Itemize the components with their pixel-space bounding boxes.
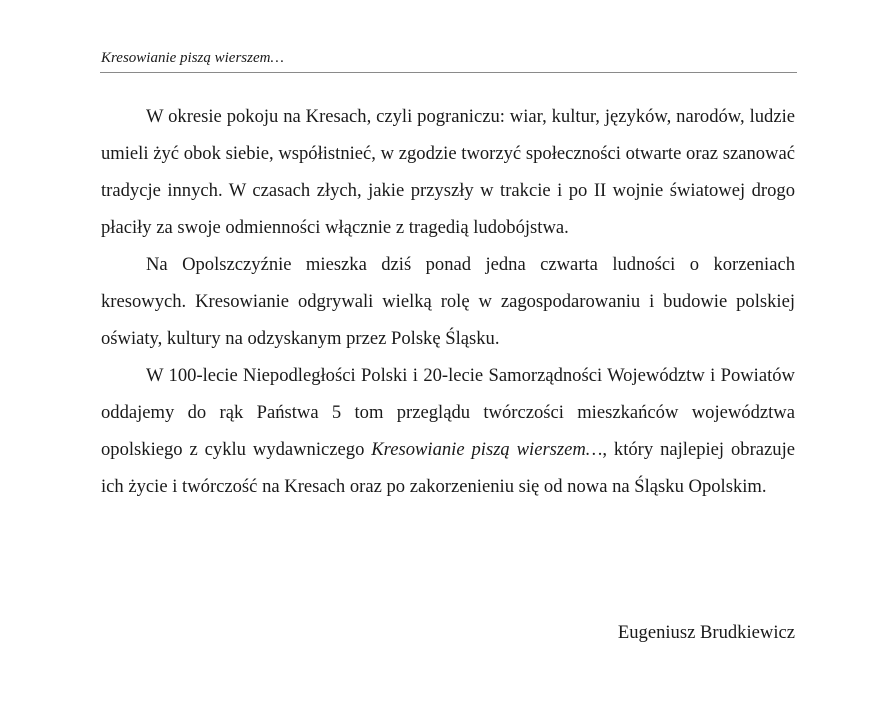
paragraph-1: W okresie pokoju na Kresach, czyli pograniczu: wiar, kultur, języków, narodów, ludzie umieli żyć obok siebie, współistnieć, w zgodzie tworzyć społeczności otwarte oraz szanować tradycje innych. W czasach złych, jakie przyszły w trakcie i po II wojnie światowej drogo płaciły za swoje odmienności włącznie z tragedią ludobójstwa. [101, 106, 795, 238]
paragraph-3-text-after: , który najlepiej obrazuje ich życie i twórczość na Kresach oraz po zakorzenieniu się od nowa na Śląsku Opolskim. [101, 439, 795, 497]
running-header: Kresowianie piszą wierszem… [101, 50, 284, 66]
body-text [101, 98, 795, 505]
paragraph-3 [101, 357, 795, 505]
paragraph-3-text-before: W 100-lecie Niepodległości Polski i 20-lecie Samorządności Województw i Powiatów oddajemy do rąk Państwa 5 tom przeglądu twórczości mieszkańców województwa opolskiego z cyklu wydawniczego [101, 365, 795, 460]
author-signature: Eugeniusz Brudkiewicz [617, 622, 795, 643]
paragraph-2: Na Opolszczyźnie mieszka dziś ponad jedna czwarta ludności o korzeniach kresowych. Kresowianie odgrywali wielką rolę w zagospodarowaniu i budowie polskiej oświaty, kultury na odzyskanym przez Polskę Śląsku. [101, 254, 795, 349]
header-divider [100, 72, 797, 73]
book-series-title: Kresowianie piszą wierszem… [371, 439, 603, 460]
